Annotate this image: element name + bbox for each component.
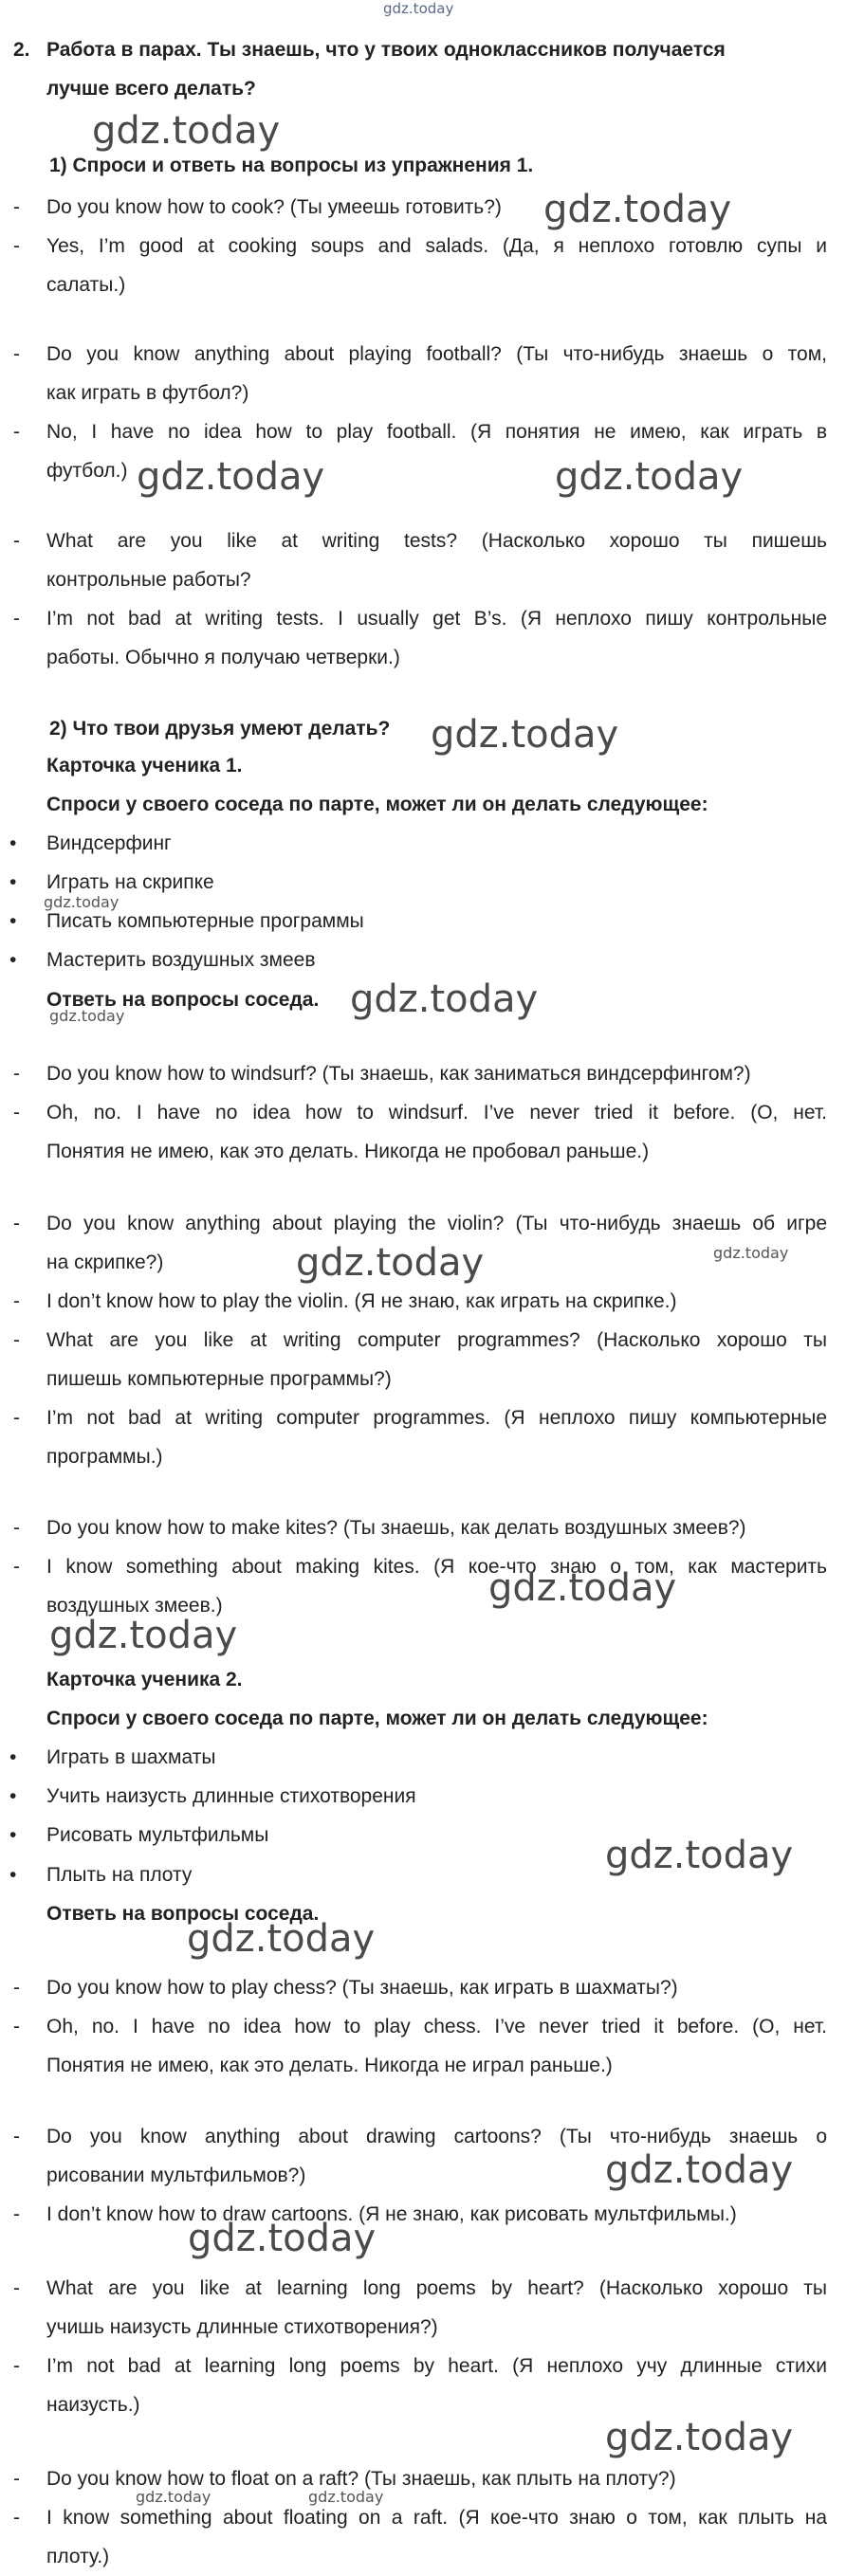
card2-line: наизусть.): [46, 2394, 140, 2416]
card1-line: I’m not bad at writing computer programmes. (Я неплохо пишу компьютерные: [46, 1407, 827, 1429]
site-logo: gdz.today: [383, 0, 454, 17]
card1-line: Понятия не имею, как это делать. Никогда не пробовал раньше.): [46, 1141, 650, 1162]
card2-line: учишь наизусть длинные стихотворения?): [46, 2316, 438, 2338]
card1-line: программы.): [46, 1446, 163, 1468]
part1-line: работы. Обычно я получаю четверки.): [46, 647, 400, 668]
part1-line: Do you know how to cook? (Ты умеешь готовить?): [46, 196, 502, 218]
card2-ask: Спроси у своего соседа по парте, может ли он делать следующее:: [46, 1708, 708, 1729]
card1-line: Do you know how to windsurf? (Ты знаешь, как заниматься виндсерфингом?): [46, 1063, 751, 1085]
card2-line: I know something about floating on a raft. (Я кое-что знаю о том, как плыть на: [46, 2507, 827, 2529]
task-title-line-1: Работа в парах. Ты знаешь, что у твоих одноклассников получается: [46, 39, 726, 61]
card1-line: воздушных змеев.): [46, 1595, 223, 1617]
task-number: 2.: [13, 39, 30, 61]
subtask-2-heading: 2) Что твои друзья умеют делать?: [49, 718, 391, 740]
bullet-marker: •: [9, 1746, 17, 1768]
dash-marker: -: [13, 1290, 20, 1312]
card2-item: Плыть на плоту: [46, 1864, 193, 1886]
card2-line: рисовании мультфильмов?): [46, 2165, 306, 2186]
watermark: gdz.today: [543, 188, 732, 231]
watermark: gdz.today: [350, 977, 539, 1021]
watermark: gdz.today: [555, 455, 744, 499]
watermark: gdz.today: [49, 1614, 238, 1657]
card2-line: Понятия не имею, как это делать. Никогда не играл раньше.): [46, 2055, 613, 2076]
card1-line: на скрипке?): [46, 1251, 164, 1273]
watermark: gdz.today: [605, 2148, 794, 2192]
card2-line: What are you like at learning long poems by heart? (Насколько хорошо ты: [46, 2277, 827, 2299]
card2-line: Do you know how to float on a raft? (Ты знаешь, как плыть на плоту?): [46, 2468, 676, 2490]
dash-marker: -: [13, 2468, 20, 2490]
dash-marker: -: [13, 1977, 20, 1999]
bullet-marker: •: [9, 1785, 17, 1807]
dash-marker: -: [13, 235, 20, 257]
card2-line: I’m not bad at learning long poems by heart. (Я неплохо учу длинные стихи: [46, 2355, 827, 2377]
part1-line: как играть в футбол?): [46, 382, 249, 404]
card2-title: Карточка ученика 2.: [46, 1669, 243, 1690]
watermark: gdz.today: [431, 713, 619, 757]
card2-item: Рисовать мультфильмы: [46, 1824, 269, 1846]
part1-line: салаты.): [46, 274, 126, 296]
dash-marker: -: [13, 2126, 20, 2147]
dash-marker: -: [13, 1213, 20, 1234]
part1-line: Do you know anything about playing football? (Ты что-нибудь знаешь о том,: [46, 343, 827, 365]
bullet-marker: •: [9, 871, 17, 893]
watermark: gdz.today: [137, 455, 325, 499]
dash-marker: -: [13, 2277, 20, 2299]
card1-item: Играть на скрипке: [46, 871, 214, 893]
watermark: gdz.today: [488, 1566, 677, 1610]
card1-line: Do you know how to make kites? (Ты знаешь, как делать воздушных змеев?): [46, 1517, 746, 1539]
watermark: gdz.today: [713, 1244, 789, 1262]
bullet-marker: •: [9, 832, 17, 854]
bullet-marker: •: [9, 1824, 17, 1846]
watermark: gdz.today: [92, 109, 281, 153]
bullet-marker: •: [9, 910, 17, 932]
dash-marker: -: [13, 343, 20, 365]
dash-marker: -: [13, 608, 20, 630]
card2-line: Oh, no. I have no idea how to play chess. I’ve never tried it before. (О, нет.: [46, 2016, 827, 2037]
watermark: gdz.today: [605, 2416, 794, 2459]
part1-line: футбол.): [46, 460, 128, 482]
card1-ask: Спроси у своего соседа по парте, может ли он делать следующее:: [46, 794, 708, 815]
watermark: gdz.today: [308, 2488, 384, 2506]
dash-marker: -: [13, 1063, 20, 1085]
card2-item: Играть в шахматы: [46, 1746, 216, 1768]
watermark: gdz.today: [49, 1007, 125, 1025]
card1-item: Виндсерфинг: [46, 832, 172, 854]
bullet-marker: •: [9, 949, 17, 971]
card1-line: I don’t know how to play the violin. (Я не знаю, как играть на скрипке.): [46, 1290, 677, 1312]
card2-item: Учить наизусть длинные стихотворения: [46, 1785, 416, 1807]
dash-marker: -: [13, 1556, 20, 1578]
watermark: gdz.today: [136, 2488, 212, 2506]
part1-line: Yes, I’m good at cooking soups and salads. (Да, я неплохо готовлю супы и: [46, 235, 827, 257]
watermark: gdz.today: [296, 1241, 485, 1285]
dash-marker: -: [13, 2507, 20, 2529]
card1-line: Do you know anything about playing the violin? (Ты что-нибудь знаешь об игре: [46, 1213, 827, 1234]
card2-line: Do you know how to play chess? (Ты знаешь, как играть в шахматы?): [46, 1977, 678, 1999]
card2-line: плоту.): [46, 2546, 110, 2567]
dash-marker: -: [13, 1102, 20, 1124]
card1-line: I know something about making kites. (Я кое-что знаю о том, как мастерить: [46, 1556, 827, 1578]
card1-title: Карточка ученика 1.: [46, 755, 243, 776]
card2-answer-heading: Ответь на вопросы соседа.: [46, 1903, 320, 1925]
card2-line: I don’t know how to draw cartoons. (Я не знаю, как рисовать мультфильмы.): [46, 2203, 737, 2225]
card2-line: Do you know anything about drawing cartoons? (Ты что-нибудь знаешь о: [46, 2126, 827, 2147]
dash-marker: -: [13, 2016, 20, 2037]
part1-line: What are you like at writing tests? (Насколько хорошо ты пишешь: [46, 530, 827, 552]
card1-line: What are you like at writing computer programmes? (Насколько хорошо ты: [46, 1329, 827, 1351]
dash-marker: -: [13, 530, 20, 552]
part1-line: I’m not bad at writing tests. I usually get B’s. (Я неплохо пишу контрольные: [46, 608, 827, 630]
card1-line: Oh, no. I have no idea how to windsurf. I’ve never tried it before. (О, нет.: [46, 1102, 827, 1124]
dash-marker: -: [13, 2203, 20, 2225]
dash-marker: -: [13, 1517, 20, 1539]
dash-marker: -: [13, 421, 20, 443]
task-title-line-2: лучше всего делать?: [46, 78, 256, 100]
card1-answer-heading: Ответь на вопросы соседа.: [46, 989, 320, 1011]
watermark: gdz.today: [188, 2217, 377, 2260]
dash-marker: -: [13, 2355, 20, 2377]
dash-marker: -: [13, 1329, 20, 1351]
card1-item: Писать компьютерные программы: [46, 910, 364, 932]
subtask-1-heading: 1) Спроси и ответь на вопросы из упражнения 1.: [49, 155, 534, 176]
watermark: gdz.today: [44, 893, 120, 911]
part1-line: No, I have no idea how to play football. (Я понятия не имею, как играть в: [46, 421, 827, 443]
bullet-marker: •: [9, 1864, 17, 1886]
watermark: gdz.today: [605, 1834, 794, 1877]
dash-marker: -: [13, 1407, 20, 1429]
watermark: gdz.today: [187, 1917, 376, 1961]
dash-marker: -: [13, 196, 20, 218]
part1-line: контрольные работы?: [46, 569, 251, 591]
card1-item: Мастерить воздушных змеев: [46, 949, 316, 971]
card1-line: пишешь компьютерные программы?): [46, 1368, 392, 1390]
